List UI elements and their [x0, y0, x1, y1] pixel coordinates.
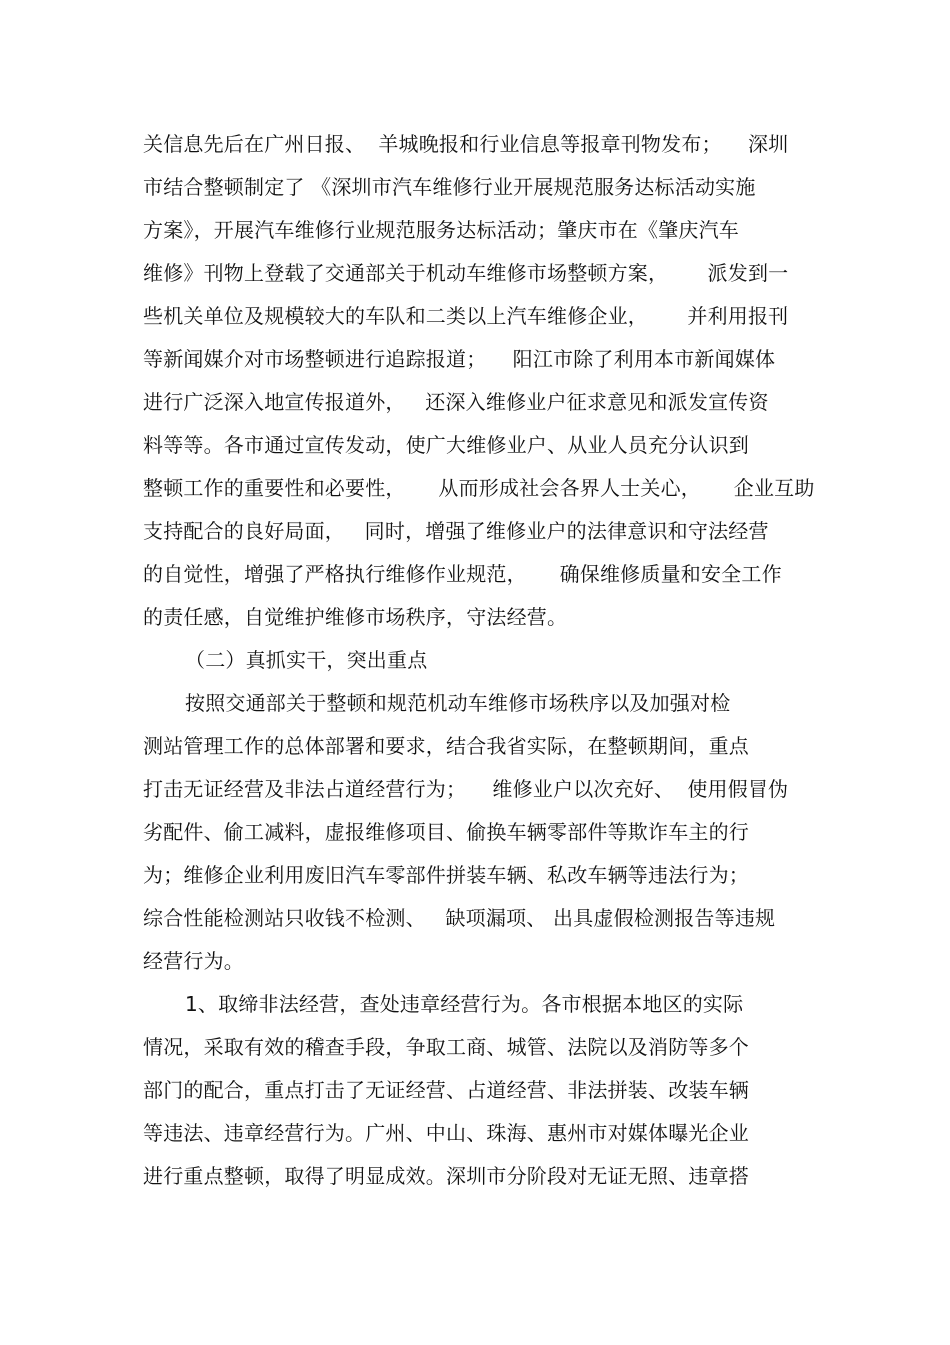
- paragraph-line: 整顿工作的重要性和必要性， 从而形成社会各界人士关心， 企业互助: [143, 476, 815, 500]
- paragraph-line: 等违法、违章经营行为。广州、中山、珠海、惠州市对媒体曝光企业: [143, 1121, 749, 1145]
- paragraph-line: 为；维修企业利用废旧汽车零部件拼装车辆、私改车辆等违法行为；: [143, 863, 749, 887]
- paragraph-line: 料等等。各市通过宣传发动，使广大维修业户、从业人员充分认识到: [143, 433, 749, 457]
- paragraph-line: 进行广泛深入地宣传报道外， 还深入维修业户征求意见和派发宣传资: [143, 390, 769, 414]
- paragraph-line: 的自觉性，增强了严格执行维修作业规范， 确保维修质量和安全工作: [143, 562, 782, 586]
- paragraph-line: 关信息先后在广州日报、 羊城晚报和行业信息等报章刊物发布； 深圳: [143, 132, 789, 156]
- paragraph-line: 打击无证经营及非法占道经营行为； 维修业户以次充好、 使用假冒伪: [143, 777, 789, 801]
- paragraph-line: 测站管理工作的总体部署和要求，结合我省实际，在整顿期间，重点: [143, 734, 749, 758]
- paragraph-line: 些机关单位及规模较大的车队和二类以上汽车维修企业， 并利用报刊: [143, 304, 789, 328]
- paragraph-line: 部门的配合，重点打击了无证经营、占道经营、非法拼装、改装车辆: [143, 1078, 749, 1102]
- paragraph-line: 劣配件、偷工减料，虚报维修项目、偷换车辆零部件等欺诈车主的行: [143, 820, 749, 844]
- paragraph-line: 按照交通部关于整顿和规范机动车维修市场秩序以及加强对检: [185, 691, 731, 715]
- paragraph-line: 等新闻媒介对市场整顿进行追踪报道； 阳江市除了利用本市新闻媒体: [143, 347, 776, 371]
- section-heading: （二）真抓实干，突出重点: [185, 648, 428, 672]
- paragraph-line: 方案》，开展汽车维修行业规范服务达标活动；肇庆市在《肇庆汽车: [143, 218, 739, 242]
- paragraph-line: 的责任感，自觉维护维修市场秩序，守法经营。: [143, 605, 568, 629]
- paragraph-line: 情况，采取有效的稽查手段，争取工商、城管、法院以及消防等多个: [143, 1035, 749, 1059]
- paragraph-line: 经营行为。: [143, 949, 244, 973]
- paragraph-line: 市结合整顿制定了 《深圳市汽车维修行业开展规范服务达标活动实施: [143, 175, 756, 199]
- paragraph-line: 综合性能检测站只收钱不检测、 缺项漏项、 出具虚假检测报告等违规: [143, 906, 776, 930]
- paragraph-line: 支持配合的良好局面， 同时，增强了维修业户的法律意识和守法经营: [143, 519, 769, 543]
- paragraph-line: 维修》刊物上登载了交通部关于机动车维修市场整顿方案， 派发到一: [143, 261, 789, 285]
- paragraph-line: 1、取缔非法经营，查处违章经营行为。各市根据本地区的实际: [185, 992, 744, 1016]
- paragraph-line: 进行重点整顿，取得了明显成效。深圳市分阶段对无证无照、违章搭: [143, 1164, 749, 1188]
